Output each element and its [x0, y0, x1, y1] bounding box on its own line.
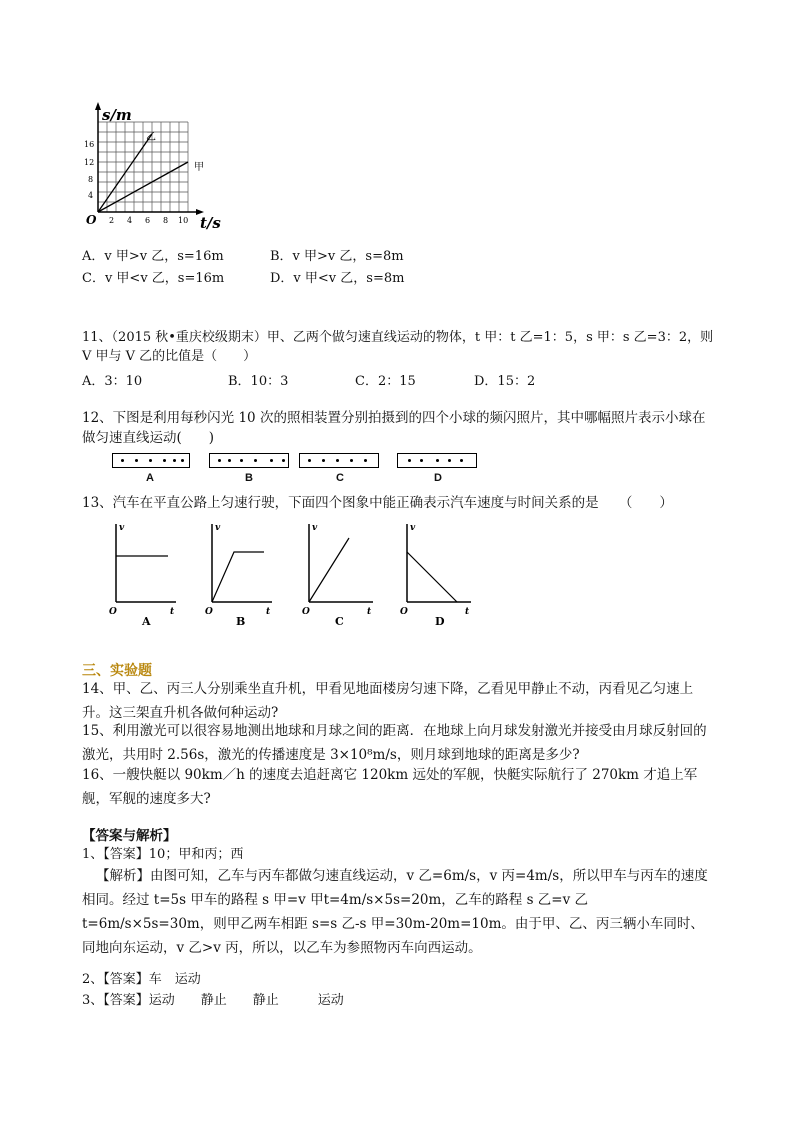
x-tick: 2	[109, 216, 115, 225]
q12-text: 12、下图是利用每秒闪光 10 次的照相装置分别拍摄到的四个小球的频闪照片，其中哪幅照片表示小球在做匀速直线运动( )	[82, 410, 706, 446]
x-tick: 6	[145, 216, 151, 225]
origin: O	[109, 607, 117, 617]
answer-3: 3、【答案】运动 静止 静止 运动	[82, 993, 344, 1008]
axis-v: v	[215, 523, 221, 533]
origin-label: O	[86, 213, 97, 227]
q11-line2: V 甲与 V 乙的比值是（ ）	[82, 349, 257, 364]
x-tick: 10	[178, 216, 189, 225]
axis-t: t	[367, 607, 372, 617]
q11-option-b: B．10：3	[228, 374, 289, 389]
st-graph	[82, 100, 232, 235]
photo-label-a: A	[146, 472, 154, 484]
answer-1-analysis: 【解析】由图可知，乙车与丙车都做匀速直线运动，v 乙=6m/s，v 丙=4m/s，所以甲车与丙车的速度相同。经过 t=5s 甲车的路程 s 甲=v 甲t=4m/s×5s=20m，乙车的路程 s 乙=v 乙t=6m/s×5s=30m，则甲乙两车相距 s=s 乙-s 甲=30m-20m=10m。由于甲、乙、丙三辆小车同时、同地向东运动，v 乙>v 丙，所以，以乙车为参照物丙车向西运动。	[82, 868, 708, 956]
x-tick: 8	[163, 216, 169, 225]
axis-t: t	[266, 607, 271, 617]
answer-1: 1、【答案】10；甲和丙；西	[82, 847, 244, 862]
q15-text: 15、利用激光可以很容易地测出地球和月球之间的距离．在地球上向月球发射激光并接受由月球反射回的激光，共用时 2.56s，激光的传播速度是 3×10⁸m/s，则月球到地球的距离是多少?	[82, 723, 707, 763]
graph-label-b: B	[236, 615, 246, 628]
origin: O	[302, 607, 310, 617]
origin: O	[400, 607, 408, 617]
axis-v: v	[410, 523, 416, 533]
photo-label-c: C	[336, 472, 344, 484]
section-title: 三、实验题	[82, 663, 152, 679]
x-tick: 4	[127, 216, 133, 225]
q16-text: 16、一艘快艇以 90km／h 的速度去追赶离它 120km 远处的军舰，快艇实际航行了 270km 才追上军舰，军舰的速度多大?	[82, 767, 698, 807]
graph-label-a: A	[142, 615, 151, 628]
axis-t: t	[170, 607, 175, 617]
axis-t: t	[465, 607, 470, 617]
q14-text: 14、甲、乙、丙三人分别乘坐直升机，甲看见地面楼房匀速下降，乙看见甲静止不动，丙看见乙匀速上升。这三架直升机各做何种运动?	[82, 681, 694, 721]
line-label-jia: 甲	[194, 162, 204, 173]
answer-2: 2、【答案】车 运动	[82, 972, 201, 987]
q10-option-a: A．v 甲>v 乙，s=16m	[82, 249, 224, 264]
graph-label-d: D	[435, 615, 445, 628]
vt-graph-b	[202, 520, 282, 628]
q10-option-b: B．v 甲>v 乙，s=8m	[270, 249, 404, 264]
graph-label-c: C	[335, 615, 344, 628]
y-axis-label: s/m	[102, 106, 132, 124]
answers-title: 【答案与解析】	[82, 828, 177, 844]
photo-c	[299, 453, 379, 468]
vt-graph-c	[299, 520, 383, 628]
photo-label-b: B	[245, 472, 253, 484]
x-axis-label: t/s	[200, 214, 221, 232]
q11-option-c: C．2：15	[355, 374, 416, 389]
q11-option-a: A．3：10	[82, 374, 143, 389]
vt-graph-a	[106, 520, 186, 628]
axis-v: v	[119, 523, 125, 533]
line-label-yi: 乙	[146, 132, 156, 143]
photo-d	[397, 453, 477, 468]
photo-a	[112, 453, 190, 468]
photo-b	[209, 453, 289, 468]
y-tick: 8	[88, 175, 94, 184]
q10-option-c: C．v 甲<v 乙，s=16m	[82, 271, 225, 286]
q10-option-d: D．v 甲<v 乙，s=8m	[270, 271, 405, 286]
vt-graph-d	[397, 520, 481, 628]
q11-line1: 11、（2015 秋•重庆校级期末）甲、乙两个做匀速直线运动的物体，t 甲：t 乙=1：5，s 甲：s 乙=3：2，则	[82, 330, 714, 345]
q13-text: 13、汽车在平直公路上匀速行驶，下面四个图象中能正确表示汽车速度与时间关系的是 （ ）	[82, 495, 673, 511]
y-tick: 4	[88, 191, 94, 200]
y-tick: 12	[84, 158, 95, 167]
origin: O	[205, 607, 213, 617]
photo-label-d: D	[434, 472, 442, 484]
y-tick: 16	[84, 140, 95, 149]
q11-option-d: D．15：2	[474, 374, 536, 389]
axis-v: v	[312, 523, 318, 533]
